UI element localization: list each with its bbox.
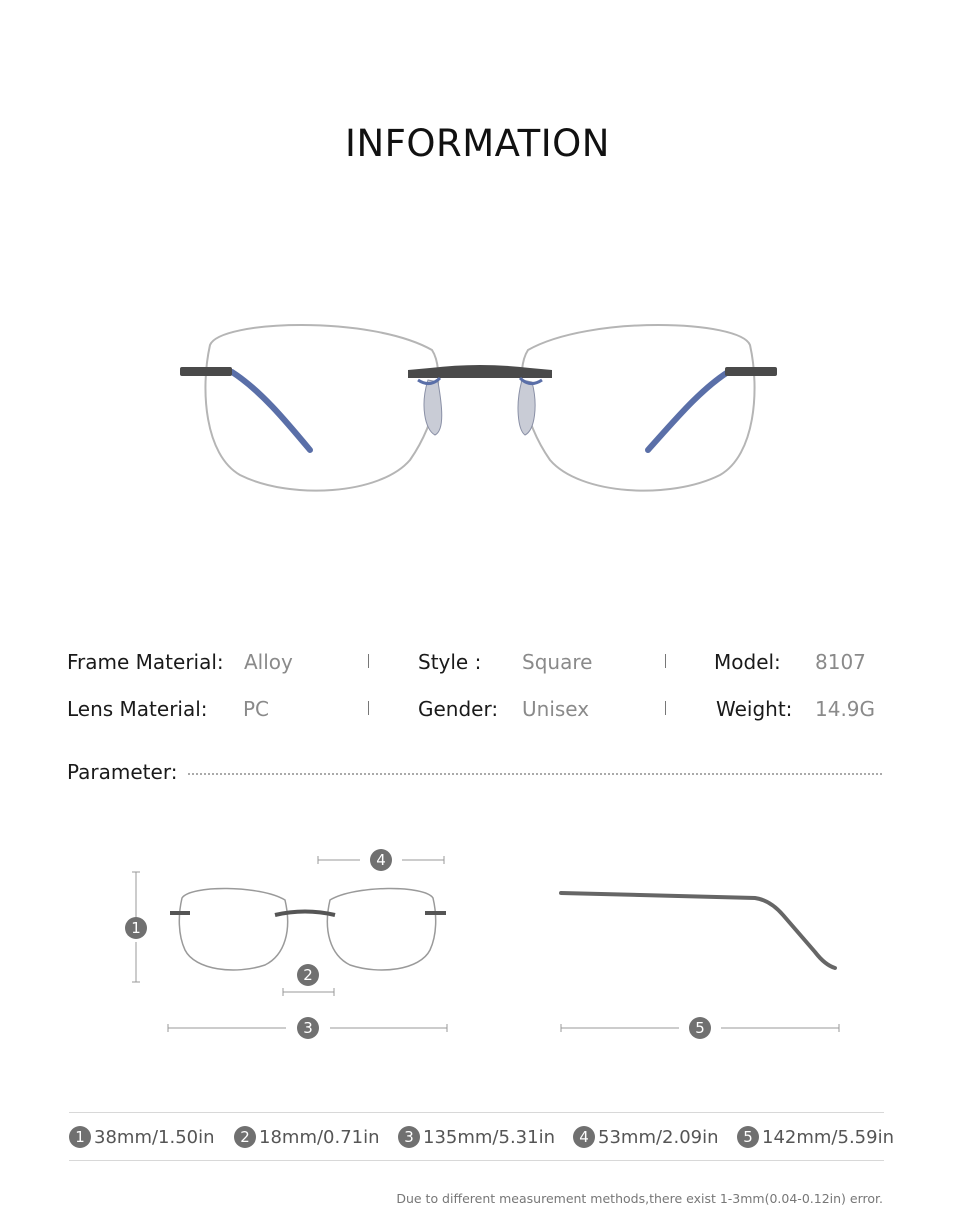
badge-temple-length: 5 — [689, 1017, 711, 1039]
frame-material-label: Frame Material: — [67, 650, 224, 674]
measurement-badge: 5 — [737, 1126, 759, 1148]
badge-height: 1 — [125, 917, 147, 939]
parameter-label: Parameter: — [67, 760, 178, 784]
style-value: Square — [522, 650, 593, 674]
measurement-badge: 4 — [573, 1126, 595, 1148]
measurement-2 — [234, 1126, 380, 1148]
front-dimension-diagram — [120, 840, 460, 1040]
lens-material-label: Lens Material: — [67, 697, 208, 721]
gender-label: Gender: — [418, 697, 499, 721]
measurement-text: 53mm/2.09in — [598, 1126, 719, 1148]
measurement-text: 18mm/0.71in — [259, 1126, 380, 1148]
separator — [665, 654, 666, 668]
divider-bottom — [69, 1160, 884, 1161]
divider-top — [69, 1112, 884, 1113]
measurement-3 — [398, 1126, 555, 1148]
weight-label: Weight: — [716, 697, 793, 721]
model-value: 8107 — [815, 650, 866, 674]
measurement-text: 38mm/1.50in — [94, 1126, 215, 1148]
parameter-divider — [188, 773, 882, 775]
badge-total-width: 3 — [297, 1017, 319, 1039]
weight-value: 14.9G — [815, 697, 876, 721]
measurement-5 — [737, 1126, 894, 1148]
measurement-text: 135mm/5.31in — [423, 1126, 555, 1148]
measurement-badge: 2 — [234, 1126, 256, 1148]
lens-material-value: PC — [243, 697, 270, 721]
frame-material-value: Alloy — [244, 650, 293, 674]
measurement-badge: 3 — [398, 1126, 420, 1148]
page-title: INFORMATION — [345, 122, 610, 165]
measurement-text: 142mm/5.59in — [762, 1126, 894, 1148]
gender-value: Unisex — [522, 697, 590, 721]
measurement-disclaimer: Due to different measurement methods,there exist 1-3mm(0.04-0.12in) error. — [396, 1191, 883, 1206]
measurement-4 — [573, 1126, 719, 1148]
style-label: Style : — [418, 650, 482, 674]
measurement-1 — [69, 1126, 215, 1148]
separator — [368, 701, 369, 715]
glasses-front-image — [170, 310, 790, 510]
separator — [665, 701, 666, 715]
badge-lens-width: 4 — [370, 849, 392, 871]
model-label: Model: — [714, 650, 781, 674]
badge-bridge: 2 — [297, 964, 319, 986]
separator — [368, 654, 369, 668]
measurement-badge: 1 — [69, 1126, 91, 1148]
